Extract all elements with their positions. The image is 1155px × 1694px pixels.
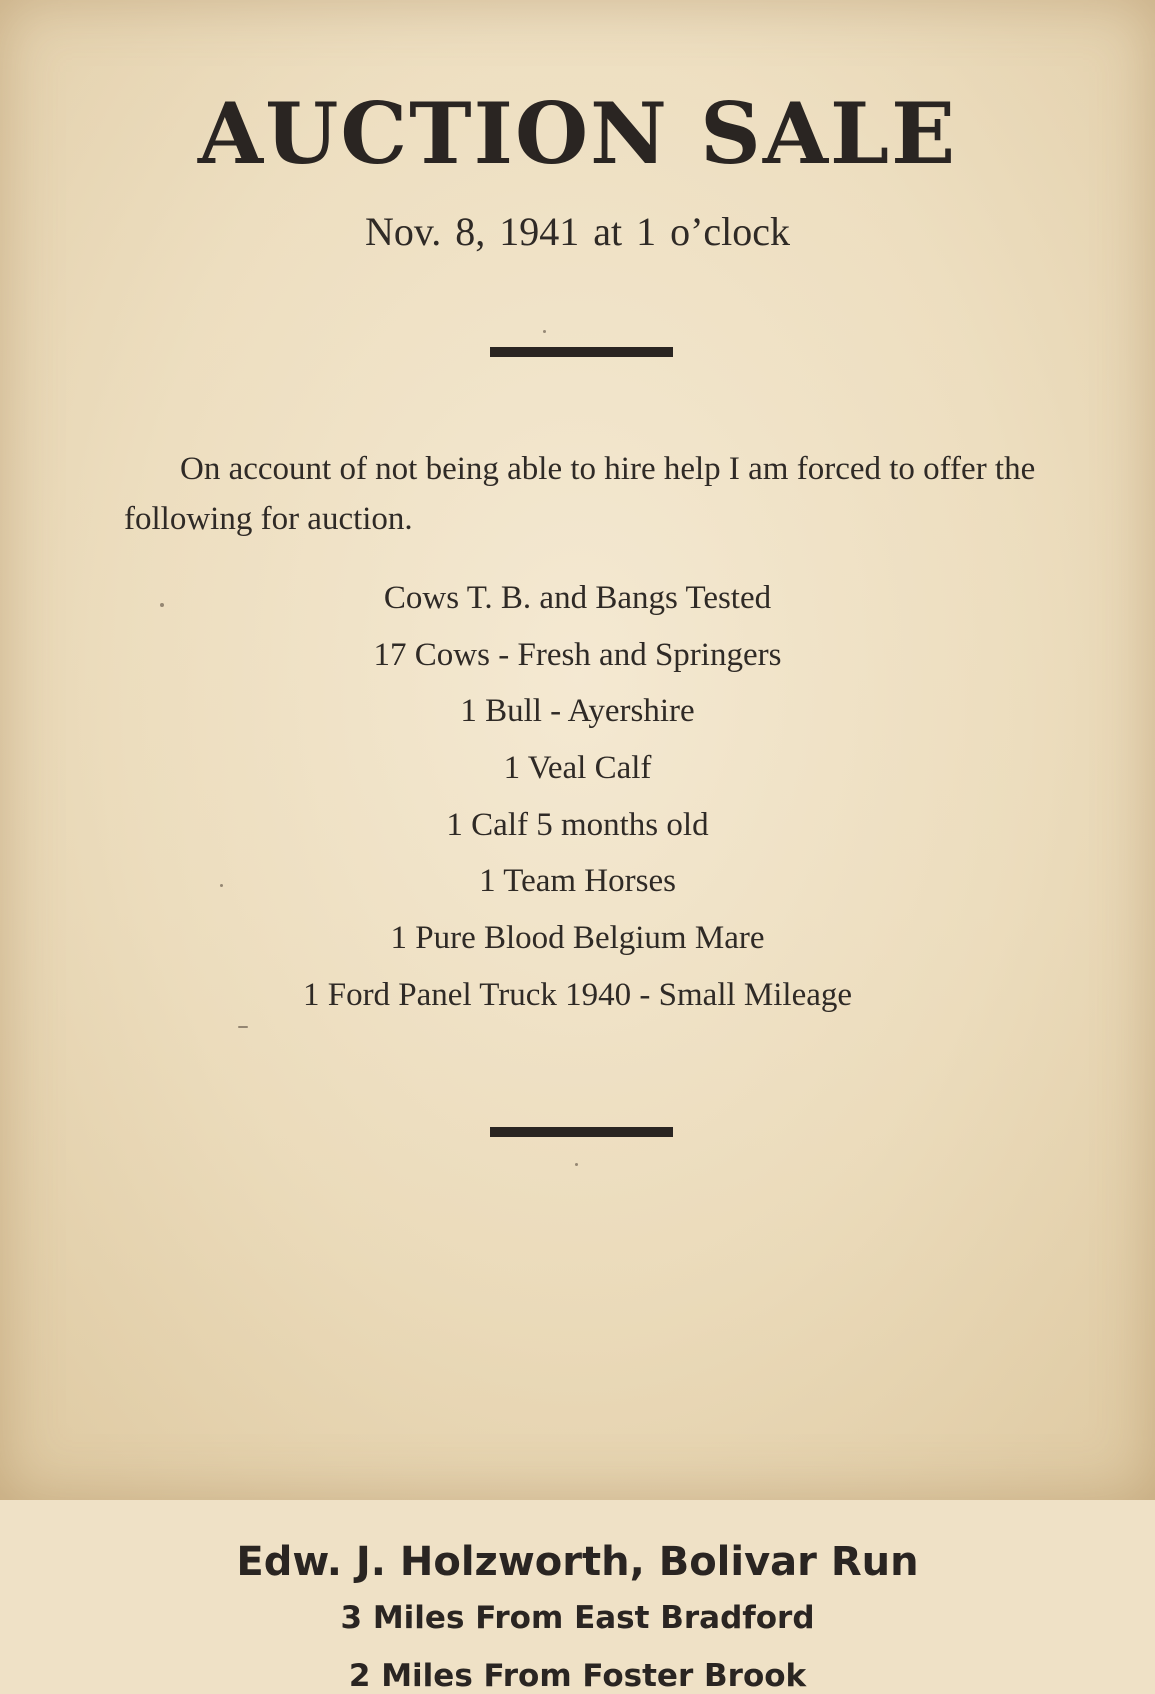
paper-speck [575, 1163, 578, 1166]
items-list [0, 576, 1155, 1030]
seller-name: Edw. J. Holzworth, Bolivar Run [236, 1539, 919, 1585]
paper-speck [220, 884, 223, 887]
direction-line: 3 Miles From East Bradford [340, 1600, 815, 1636]
list-item: 1 Calf 5 months old [446, 806, 709, 843]
paper-speck [160, 603, 164, 607]
list-item: 1 Veal Calf [503, 750, 652, 787]
list-item: Cows T. B. and Bangs Tested [383, 580, 772, 616]
paper-speck [543, 330, 546, 333]
divider-bottom [490, 1127, 673, 1137]
list-item: 1 Team Horses [479, 863, 676, 900]
list-item: 17 Cows - Fresh and Springers [373, 636, 782, 673]
sale-date: Nov. 8, 1941 at 1 o’clock [364, 209, 791, 254]
poster-title: AUCTION SALE [197, 84, 958, 183]
direction-line: 2 Miles From Foster Brook [348, 1658, 807, 1694]
divider-top [490, 347, 673, 357]
paper-speck [238, 1026, 248, 1028]
list-item: 1 Pure Blood Belgium Mare [390, 920, 765, 957]
list-item: 1 Bull - Ayershire [460, 693, 695, 730]
list-item: 1 Ford Panel Truck 1940 - Small Mileage [302, 976, 853, 1013]
intro-paragraph: On account of not being able to hire help I am forced to offer the following for auction. [124, 451, 1036, 537]
